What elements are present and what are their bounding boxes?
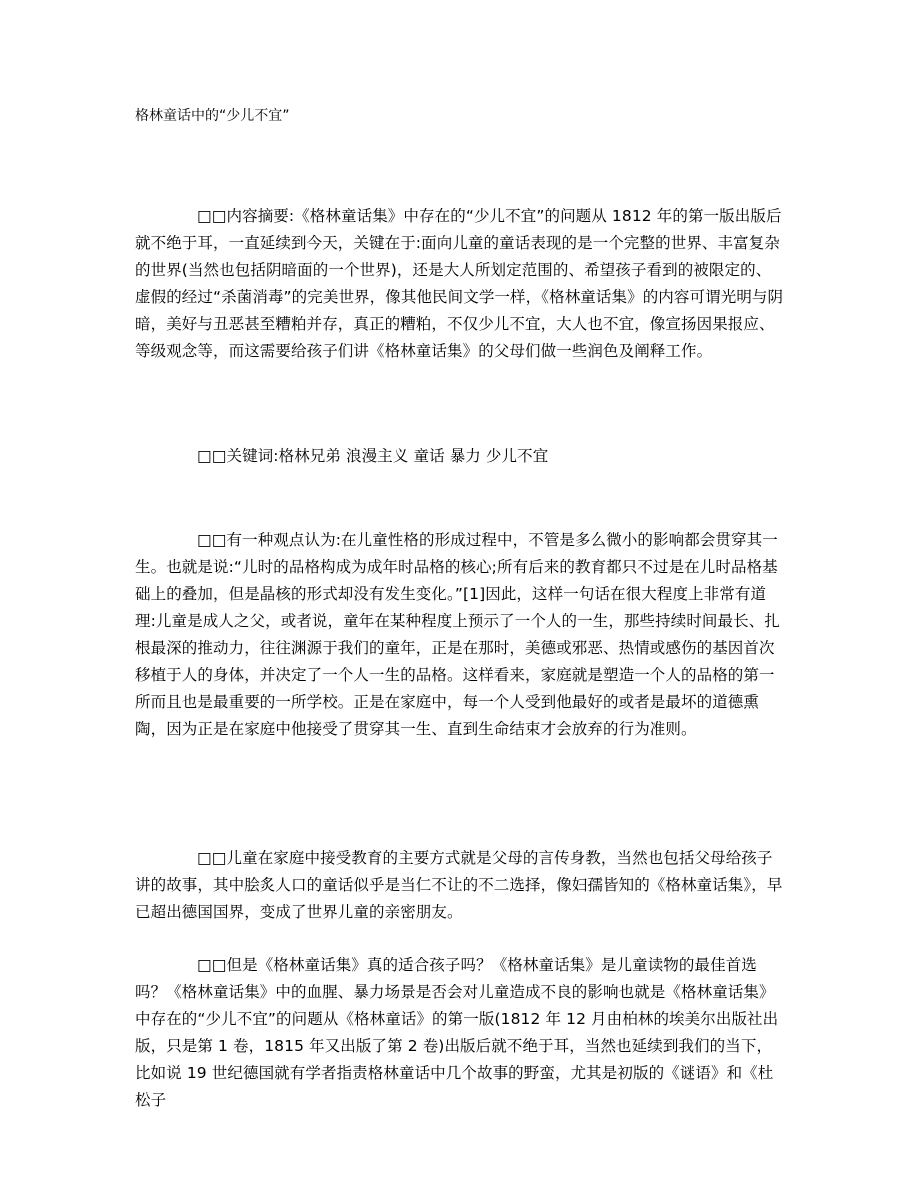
keywords-paragraph: □□关键词:格林兄弟 浪漫主义 童话 暴力 少儿不宜 <box>197 446 549 465</box>
question-paragraph: □□但是《格林童话集》真的适合孩子吗？《格林童话集》是儿童读物的最佳首选吗？《格林童话集》中的血腥、暴力场景是否会对儿童造成不良的影响也就是《格林童话集》中存在的“少儿不宜”的问题从《格林童话》的第一版(1812 年 12 月由柏林的埃美尔出版社出版，只是第 1 卷，1815 年又出版了第 2 卷)出版后就不绝于耳，当然也延续到我们的当下，比如说 19 世纪德国就有学者指责格林童话中几个故事的野蛮，尤其是初版的《谜语》和《杜松子 <box>135 955 779 1109</box>
intro-paragraph: □□有一种观点认为:在儿童性格的形成过程中，不管是多么微小的影响都会贯穿其一生。也就是说:“儿时的品格构成为成年时品格的核心;所有后来的教育都只不过是在儿时品格基础上的叠加，但是晶核的形式却没有发生变化。”[1]因此，这样一句话在很大程度上非常有道理:儿童是成人之父，或者说，童年在某种程度上预示了一个人的一生，那些持续时间最长、扎根最深的推动力，往往渊源于我们的童年，正是在那时，美德或邪恶、热情或感伤的基因首次移植于人的身体，并决定了一个人一生的品格。这样看来，家庭就是塑造一个人的品格的第一所而且也是最重要的一所学校。正是在家庭中，每一个人受到他最好的或者是最坏的道德熏陶，因为正是在家庭中他接受了贯穿其一生、直到生命结束才会放弃的行为准则。 <box>135 530 780 738</box>
abstract-paragraph: □□内容摘要:《格林童话集》中存在的“少儿不宜”的问题从 1812 年的第一版出版后就不绝于耳，一直延续到今天，关键在于:面向儿童的童话表现的是一个完整的世界、丰富复杂的世界(当然也包括阴暗面的一个世界)，还是大人所划定范围的、希望孩子看到的被限定的、虚假的经过“杀菌消毒”的完美世界，像其他民间文学一样，《格林童话集》的内容可谓光明与阴暗，美好与丑恶甚至糟粕并存，真正的糟粕，不仅少儿不宜，大人也不宜，像宣扬因果报应、等级观念等，而这需要给孩子们讲《格林童话集》的父母们做一些润色及阐释工作。 <box>135 206 784 360</box>
document-title: 格林童话中的“少儿不宜” <box>135 108 290 124</box>
family-education-paragraph: □□儿童在家庭中接受教育的主要方式就是父母的言传身教，当然也包括父母给孩子讲的故事，其中脍炙人口的童话似乎是当仁不让的不二选择，像妇孺皆知的《格林童话集》，早已超出德国国界，变成了世界儿童的亲密朋友。 <box>135 848 783 921</box>
